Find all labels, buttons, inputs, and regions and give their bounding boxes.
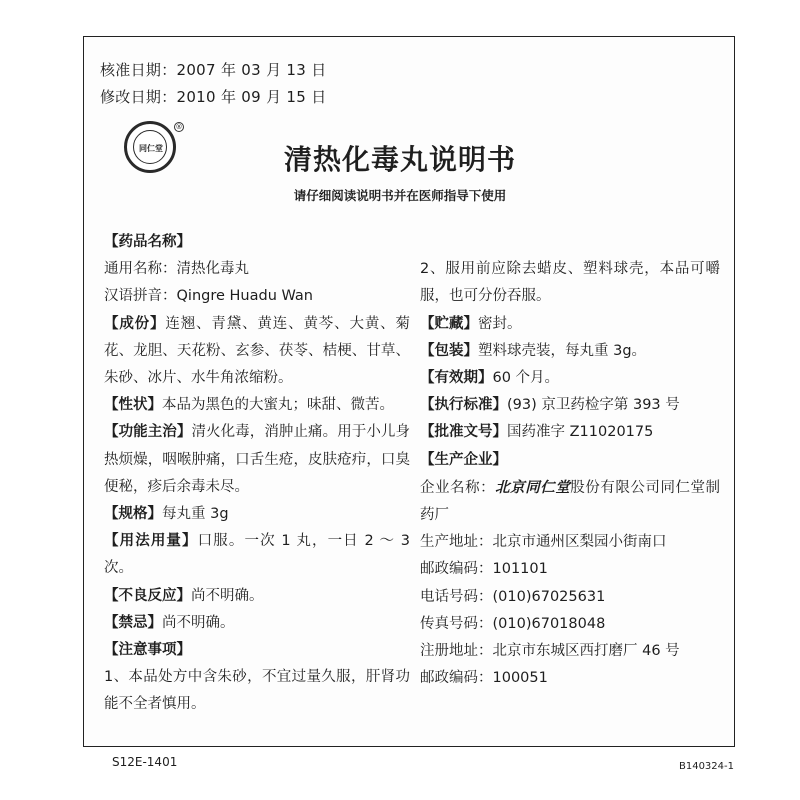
right-column <box>420 229 720 692</box>
registered-postal: 邮政编码：100051 <box>420 670 548 687</box>
ingredients-text: 连翘、青黛、黄连、黄芩、大黄、菊花、龙胆、天花粉、玄参、茯苓、桔梗、甘草、朱砂、冰片、水牛角浓缩粉。 <box>104 315 411 387</box>
ingredients-section <box>104 311 410 393</box>
registered-address: 注册地址：北京市东城区西打磨厂 46 号 <box>420 643 680 660</box>
approval-section <box>420 419 720 446</box>
adverse-heading: 【不良反应】 <box>104 587 191 604</box>
manufacturer-fax: 传真号码：(010)67018048 <box>420 615 606 632</box>
footer-code-right: B140324-1 <box>678 761 734 772</box>
ingredients-heading: 【成份】 <box>104 315 166 332</box>
standard-heading: 【执行标准】 <box>420 397 507 414</box>
indications-section <box>104 419 410 501</box>
validity-section <box>420 365 720 392</box>
footer-code-left: S12E-1401 <box>112 755 178 769</box>
specification-text: 每丸重 3g <box>162 506 229 523</box>
dosage-heading: 【用法用量】 <box>104 533 198 550</box>
contraindications-section <box>104 610 410 637</box>
revision-date: 修改日期：2010 年 09 月 15 日 <box>100 88 327 106</box>
precautions-item-1: 1、本品处方中含朱砂，不宜过量久服，肝肾功能不全者慎用。 <box>104 669 410 713</box>
adverse-text: 尚不明确。 <box>191 587 264 604</box>
manufacturer-postal: 邮政编码：101101 <box>420 561 548 578</box>
standard-text: (93) 京卫药检字第 393 号 <box>507 397 680 414</box>
left-column <box>104 229 410 719</box>
dosage-section <box>104 528 410 582</box>
contraindications-heading: 【禁忌】 <box>104 614 162 631</box>
storage-heading: 【贮藏】 <box>420 315 478 332</box>
precautions-heading: 【注意事项】 <box>104 642 191 659</box>
pinyin-name: 汉语拼音：Qingre Huadu Wan <box>104 288 313 305</box>
generic-name: 通用名称：清热化毒丸 <box>104 261 249 278</box>
validity-heading: 【有效期】 <box>420 370 493 386</box>
manufacturer-name-label: 企业名称： <box>420 479 496 496</box>
package-text: 塑料球壳装，每丸重 3g。 <box>478 342 647 359</box>
registered-mark-icon: ® <box>175 123 183 131</box>
document-subtitle: 请仔细阅读说明书并在医师指导下使用 <box>293 188 507 203</box>
drug-name-heading: 【药品名称】 <box>104 234 191 250</box>
approval-date: 核准日期：2007 年 03 月 13 日 <box>100 61 327 79</box>
description-section <box>104 392 410 419</box>
indications-text: 清火化毒，消肿止痛。用于小儿身热烦燥，咽喉肿痛，口舌生疮，皮肤疮疖，口臭便秘，疹后余毒未尽。 <box>104 424 411 495</box>
standard-section <box>420 392 720 419</box>
specification-section <box>104 501 410 528</box>
manufacturer-heading: 【生产企业】 <box>420 451 507 468</box>
approval-text: 国药准字 Z11020175 <box>507 424 654 441</box>
contraindications-text: 尚不明确。 <box>162 614 235 631</box>
manufacturer-name-rest: 股份有限公司同仁堂制药厂 <box>420 479 721 524</box>
adverse-section <box>104 583 410 610</box>
dosage-text: 口服。一次 1 丸，一日 2 ～ 3 次。 <box>104 533 410 577</box>
approval-heading: 【批准文号】 <box>420 424 507 441</box>
specification-heading: 【规格】 <box>104 506 162 523</box>
validity-text: 60 个月。 <box>492 370 560 386</box>
indications-heading: 【功能主治】 <box>104 424 192 441</box>
document-title: 清热化毒丸说明书 <box>283 143 516 176</box>
package-section <box>420 338 720 365</box>
manufacturer-brand: 北京同仁堂 <box>495 478 571 496</box>
manufacturer-name <box>420 474 720 529</box>
manufacturer-phone: 电话号码：(010)67025631 <box>420 588 606 605</box>
storage-section <box>420 311 720 338</box>
manufacturer-address: 生产地址：北京市通州区梨园小街南口 <box>420 534 667 551</box>
precautions-item-2: 2、服用前应除去蜡皮、塑料球壳，本品可嚼服，也可分份吞服。 <box>420 261 720 305</box>
description-text: 本品为黑色的大蜜丸；味甜、微苦。 <box>162 397 394 414</box>
description-heading: 【性状】 <box>104 397 162 414</box>
storage-text: 密封。 <box>478 315 522 332</box>
package-heading: 【包装】 <box>420 342 478 359</box>
logo-seal-text: 同仁堂 <box>139 143 163 153</box>
